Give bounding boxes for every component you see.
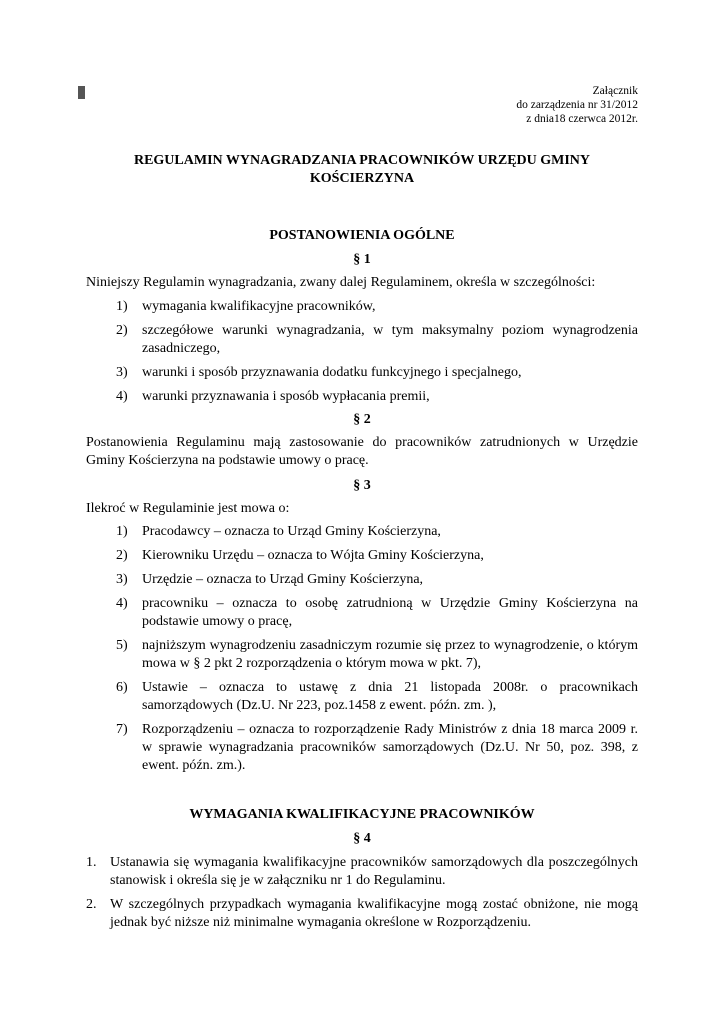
document-title-line-2: KOŚCIERZYNA: [309, 171, 415, 186]
list-item-number: 7): [116, 722, 128, 737]
margin-marker: [78, 86, 85, 99]
list-item: [86, 637, 638, 673]
paragraph-3-list: [86, 523, 638, 781]
list-item-text: warunki przyznawania i sposób wypłacania premii,: [142, 389, 430, 404]
list-item: [86, 896, 638, 932]
list-item-text: W szczególnych przypadkach wymagania kwalifikacyjne mogą zostać obniżone, nie mogą jednak być niższe niż minimalne wymagania określone w Rozporządzeniu.: [110, 897, 638, 930]
list-item-number: 1.: [86, 855, 97, 870]
list-item-number: 6): [116, 680, 128, 695]
list-item: [86, 547, 638, 565]
section-heading-general: POSTANOWIENIA OGÓLNE: [269, 228, 455, 243]
annex-label: Załącznik: [592, 85, 638, 97]
document-title: [86, 152, 638, 188]
list-item: [86, 388, 638, 406]
list-item-text: Pracodawcy – oznacza to Urząd Gminy Kościerzyna,: [142, 524, 441, 539]
paragraph-mark-3: § 3: [353, 478, 371, 493]
list-item-text: Kierowniku Urzędu – oznacza to Wójta Gminy Kościerzyna,: [142, 548, 484, 563]
list-item: [86, 364, 638, 382]
list-item-text: pracowniku – oznacza to osobę zatrudnioną w Urzędzie Gminy Kościerzyna na podstawie umowy o pracę,: [142, 596, 638, 629]
paragraph-mark-4: § 4: [353, 831, 371, 846]
list-item-number: 5): [116, 638, 128, 653]
paragraph-3-intro: Ilekroć w Regulaminie jest mowa o:: [86, 501, 290, 516]
list-item-number: 2): [116, 323, 128, 338]
list-item-text: Ustawie – oznacza to ustawę z dnia 21 listopada 2008r. o pracownikach samorządowych (Dz.U. Nr 223, poz.1458 z ewent. późn. zm. ),: [142, 680, 638, 713]
list-item-number: 4): [116, 596, 128, 611]
list-item-text: Urzędzie – oznacza to Urząd Gminy Kościerzyna,: [142, 572, 424, 587]
list-item-text: najniższym wynagrodzeniu zasadniczym rozumie się przez to wynagrodzenie, o którym mowa w § 2 pkt 2 rozporządzenia o którym mowa w pkt. 7),: [142, 638, 638, 671]
list-item-text: wymagania kwalifikacyjne pracowników,: [142, 299, 376, 314]
list-item-text: Ustanawia się wymagania kwalifikacyjne pracowników samorządowych dla poszczególnych stanowisk i określa się je w załączniku nr 1 do Regulaminu.: [110, 855, 638, 888]
paragraph-4-list: [86, 854, 638, 938]
list-item-number: 3): [116, 572, 128, 587]
annex-date: z dnia18 czerwca 2012r.: [526, 113, 638, 125]
paragraph-1-intro: Niniejszy Regulamin wynagradzania, zwany dalej Regulaminem, określa w szczególności:: [86, 275, 596, 290]
paragraph-1-list: [86, 298, 638, 412]
list-item-number: 4): [116, 389, 128, 404]
list-item: [86, 854, 638, 890]
list-item-number: 1): [116, 299, 128, 314]
annex-header: [516, 84, 638, 126]
list-item: [86, 322, 638, 358]
list-item-number: 1): [116, 524, 128, 539]
paragraph-mark-2: § 2: [353, 412, 371, 427]
list-item: [86, 523, 638, 541]
list-item: [86, 298, 638, 316]
list-item-text: szczegółowe warunki wynagradzania, w tym maksymalny poziom wynagrodzenia zasadniczego,: [142, 323, 638, 356]
annex-order-number: do zarządzenia nr 31/2012: [516, 99, 638, 111]
paragraph-2-text: Postanowienia Regulaminu mają zastosowanie do pracowników zatrudnionych w Urzędzie Gminy Kościerzyna na podstawie umowy o pracę.: [86, 435, 638, 468]
section-heading-qualifications: WYMAGANIA KWALIFIKACYJNE PRACOWNIKÓW: [189, 807, 535, 822]
document-title-line-1: REGULAMIN WYNAGRADZANIA PRACOWNIKÓW URZĘDU GMINY: [133, 153, 591, 168]
list-item: [86, 571, 638, 589]
list-item: [86, 721, 638, 775]
paragraph-mark-1: § 1: [353, 252, 371, 267]
list-item: [86, 595, 638, 631]
list-item-number: 2.: [86, 897, 97, 912]
list-item-number: 3): [116, 365, 128, 380]
list-item-text: Rozporządzeniu – oznacza to rozporządzenie Rady Ministrów z dnia 18 marca 2009 r. w sprawie wynagradzania pracowników samorządowych (Dz.U. Nr 50, poz. 398, z ewent. późn. zm.).: [142, 722, 638, 773]
list-item-text: warunki i sposób przyznawania dodatku funkcyjnego i specjalnego,: [142, 365, 522, 380]
list-item-number: 2): [116, 548, 128, 563]
list-item: [86, 679, 638, 715]
